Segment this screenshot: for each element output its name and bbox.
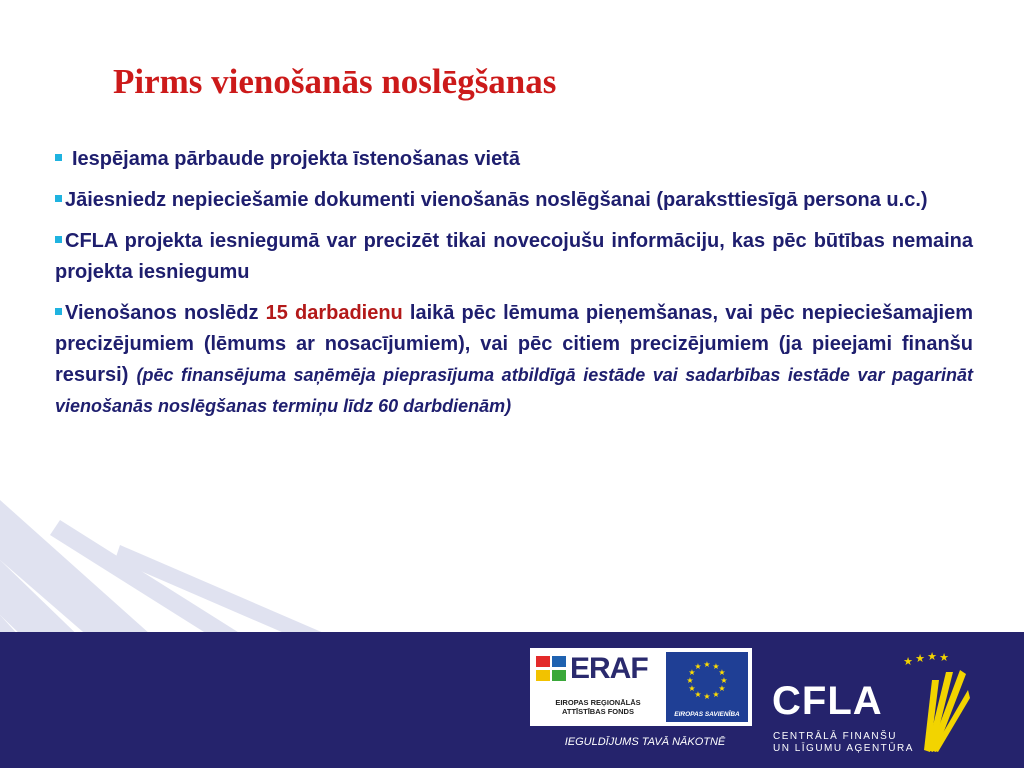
- svg-text:★: ★: [903, 655, 913, 668]
- svg-text:★: ★: [688, 668, 696, 677]
- svg-text:★: ★: [694, 690, 702, 699]
- slogan: IEGULDĪJUMS TAVĀ NĀKOTNĒ: [564, 736, 726, 748]
- bullet-item-4: [55, 298, 973, 422]
- bullet-text-4-note: (pēc finansējuma saņēmēja pieprasījuma atbildīgā iestāde vai sadarbības iestāde var pagarināt vienošanās noslēgšanas termiņu līdz 60 darbdienām): [55, 365, 973, 416]
- svg-text:★: ★: [712, 662, 720, 671]
- eu-flag-icon: [666, 652, 748, 708]
- bullet-list: [55, 144, 973, 432]
- square-bullet-icon: [55, 236, 62, 243]
- eraf-eu-logo-box: [530, 648, 752, 726]
- cfla-logo-text: CFLA: [772, 679, 883, 723]
- bullet-item-3: [55, 226, 973, 288]
- square-bullet-icon: [55, 154, 62, 161]
- bullet-item-1: [55, 144, 973, 175]
- cfla-subtitle-line-1: CENTRĀLĀ FINANŠU: [773, 731, 898, 742]
- slide-title: Pirms vienošanās noslēgšanas: [113, 62, 557, 101]
- square-bullet-icon: [55, 195, 62, 202]
- svg-text:★: ★: [720, 676, 728, 685]
- svg-text:★: ★: [712, 690, 720, 699]
- eraf-logo-text: ERAF: [570, 652, 648, 685]
- svg-text:★: ★: [694, 662, 702, 671]
- cfla-sunburst-icon: [924, 670, 970, 752]
- svg-text:★: ★: [718, 668, 726, 677]
- eu-label: EIROPAS SAVIENĪBA: [666, 708, 748, 722]
- bullet-text-4-start: Vienošanos noslēdz: [65, 302, 266, 324]
- cfla-stars-icon: [903, 650, 949, 668]
- deadline-highlight: 15 darbadienu: [265, 302, 403, 324]
- svg-text:★: ★: [686, 676, 694, 685]
- svg-text:★: ★: [703, 692, 711, 701]
- eraf-flag-icon: [536, 656, 570, 684]
- svg-text:★: ★: [915, 652, 925, 665]
- bullet-text-1: Iespējama pārbaude projekta īstenošanas vietā: [72, 148, 520, 170]
- bullet-text-2: Jāiesniedz nepieciešamie dokumenti vienošanās noslēgšanai (paraksttiesīgā persona u.c.): [65, 189, 928, 211]
- svg-text:★: ★: [939, 651, 949, 664]
- svg-text:★: ★: [718, 684, 726, 693]
- bullet-text-4-middle: laikā pēc lēmuma pieņemšanas, vai pēc nepieciešamajiem precizējumiem (lēmums ar nosacījumiem), vai pēc citiem precizējumiem (ja pieejami finanšu resursi): [55, 302, 973, 386]
- cfla-subtitle: [773, 731, 914, 755]
- eraf-subtitle: EIROPAS REĢIONĀLĀS ATTĪSTĪBAS FONDS: [555, 698, 641, 716]
- bullet-item-2: [55, 185, 973, 216]
- svg-text:★: ★: [703, 660, 711, 669]
- bullet-text-3: CFLA projekta iesniegumā var precizēt tikai novecojušu informāciju, kas pēc būtības nemaina projekta iesniegumu: [55, 230, 973, 283]
- svg-text:★: ★: [688, 684, 696, 693]
- svg-text:★: ★: [927, 650, 937, 663]
- square-bullet-icon: [55, 308, 62, 315]
- cfla-subtitle-line-2: UN LĪGUMU AĢENTŪRA: [773, 743, 914, 754]
